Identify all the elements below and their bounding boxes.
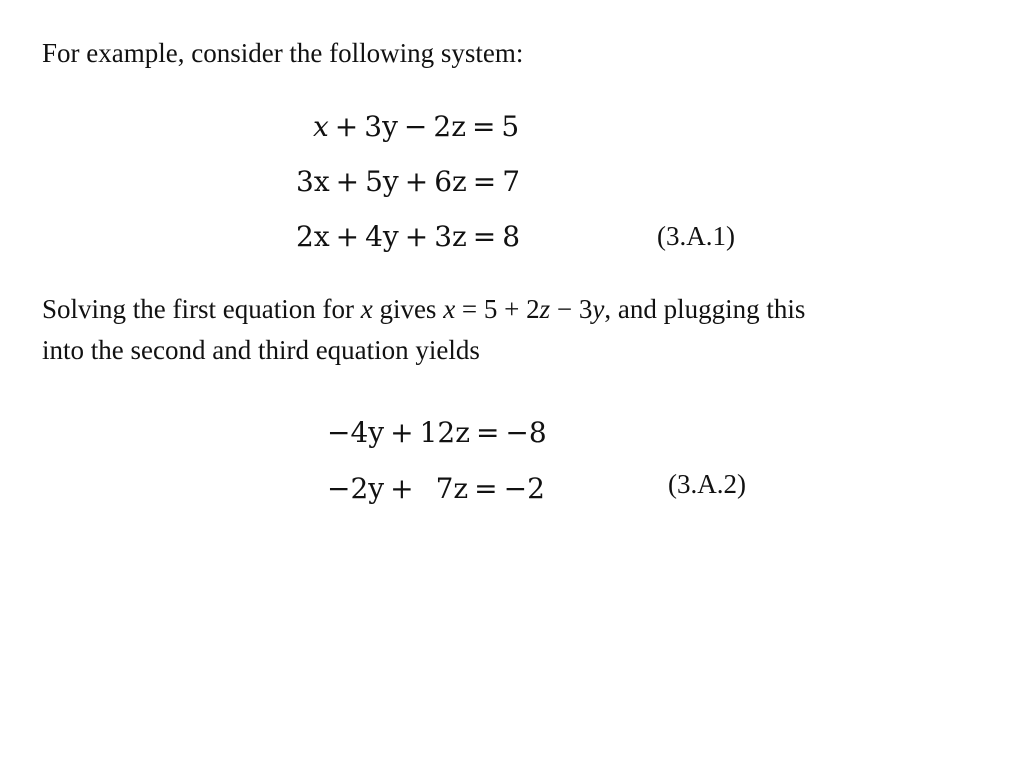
eq4-z-term: 12z: [419, 416, 470, 449]
eq5-op: +: [390, 472, 414, 505]
solving-text-2: gives: [372, 294, 444, 324]
equation-number-3a1: (3.A.1): [657, 221, 735, 251]
eq3-op1: +: [335, 220, 360, 253]
eq2-op1: +: [335, 165, 360, 198]
solving-var-x2: x: [443, 294, 456, 324]
equation-2: [296, 165, 520, 199]
equation-number-3a2: (3.A.2): [668, 469, 746, 499]
eq3-rhs: 8: [502, 220, 521, 253]
eq2-equals: =: [472, 165, 497, 198]
eq5-rhs: −2: [503, 472, 545, 505]
eq3-op2: +: [404, 220, 429, 253]
solving-var-y: y: [592, 294, 605, 324]
solving-text-1: Solving the first equation for: [42, 294, 361, 324]
eq1-op2: −: [403, 110, 428, 143]
eq1-z-term: 2z: [433, 110, 466, 143]
eq5-z-term: 7z: [435, 472, 469, 505]
solving-line-2: into the second and third equation yields: [42, 335, 480, 365]
eq2-rhs: 7: [502, 165, 521, 198]
eq1-y-term: 3y: [364, 110, 398, 143]
equation-4: [327, 416, 547, 450]
equation-1: [313, 110, 519, 144]
solving-text-4: − 3: [550, 294, 593, 324]
intro-text: For example, consider the following system:: [42, 38, 524, 68]
solving-text-5: , and plugging this: [604, 294, 806, 324]
equation-3: [296, 220, 520, 254]
eq3-z-term: 3z: [434, 220, 467, 253]
solving-var-x: x: [360, 294, 373, 324]
eq5-y-term: −2y: [327, 472, 385, 505]
eq4-y-term: −4y: [327, 416, 385, 449]
eq4-equals: =: [475, 416, 500, 449]
eq1-op1: +: [334, 110, 359, 143]
eq3-equals: =: [472, 220, 497, 253]
eq5-equals: =: [474, 472, 498, 505]
eq1-rhs: 5: [501, 110, 520, 143]
eq3-y-term: 4y: [365, 220, 399, 253]
eq2-z-term: 6z: [434, 165, 467, 198]
eq1-x-term: x: [313, 110, 329, 143]
solving-paragraph: [42, 289, 805, 371]
eq4-rhs: −8: [505, 416, 547, 449]
eq2-x-term: 3x: [296, 165, 330, 198]
eq4-op: +: [390, 416, 414, 449]
eq2-op2: +: [404, 165, 429, 198]
solving-var-z: z: [539, 294, 551, 324]
eq1-equals: =: [471, 110, 496, 143]
solving-text-3: = 5 + 2: [455, 294, 540, 324]
eq2-y-term: 5y: [365, 165, 399, 198]
eq3-x-term: 2x: [296, 220, 330, 253]
equation-5: [327, 472, 545, 506]
